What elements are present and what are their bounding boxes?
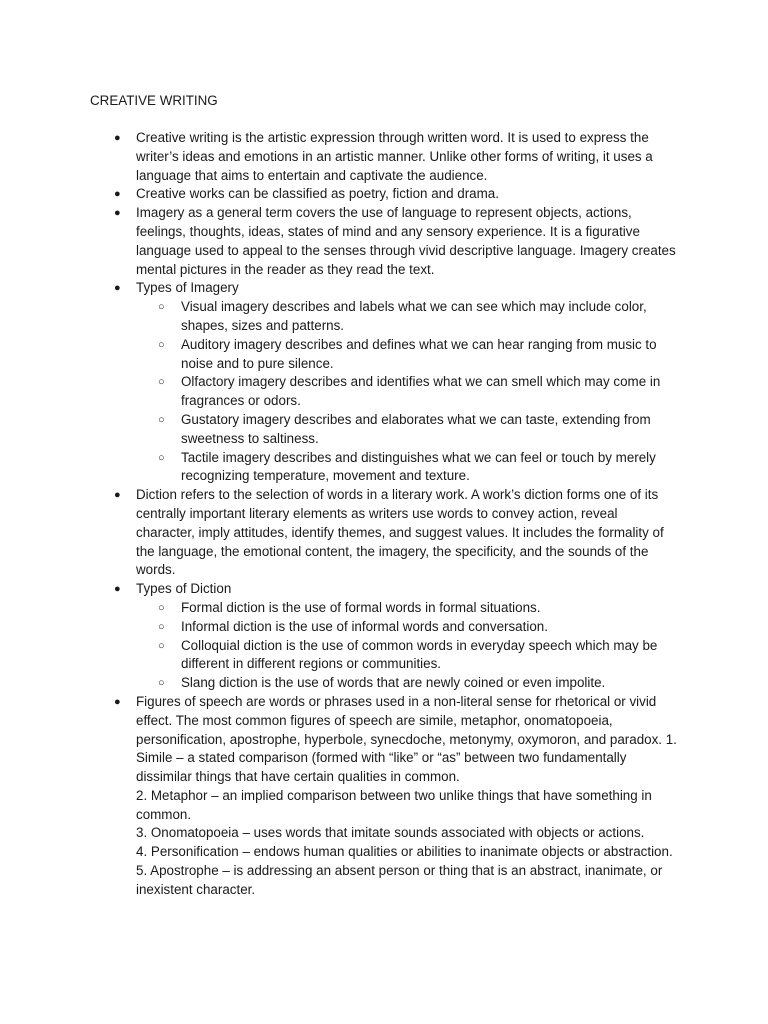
diction-types-list (136, 599, 680, 693)
circle-bullet-icon: ○ (158, 639, 165, 652)
list-item (114, 486, 680, 580)
list-item (114, 580, 680, 693)
sub-item-text: Informal diction is the use of informal words and conversation. (181, 618, 548, 634)
figure-of-speech-paragraph: 3. Onomatopoeia – uses words that imitate sounds associated with objects or actions. (136, 825, 645, 841)
list-item-text: Imagery as a general term covers the use of language to represent objects, actions, feelings, thoughts, ideas, states of mind and any sensory experience. It is a figurative language used to appeal to the senses through vivid descriptive language. Imagery creates mental pictures in the reader as they read the text. (136, 205, 676, 277)
sub-item-text: Formal diction is the use of formal words in formal situations. (181, 599, 541, 615)
circle-bullet-icon: ○ (158, 301, 165, 314)
circle-bullet-icon: ○ (158, 677, 165, 690)
figure-of-speech-paragraph: 4. Personification – endows human qualities or abilities to inanimate objects or abstraction. (136, 844, 673, 860)
bullet-dot-icon: ● (114, 282, 121, 295)
sub-list-item (158, 298, 680, 336)
sub-item-text: Tactile imagery describes and distinguishes what we can feel or touch by merely recognizing temperature, movement and texture. (181, 449, 656, 484)
list-item (114, 204, 680, 279)
sub-list-item (158, 674, 680, 693)
sub-item-text: Auditory imagery describes and defines what we can hear ranging from music to noise and to pure silence. (181, 336, 657, 371)
sub-list-item (158, 637, 680, 675)
sub-item-text: Olfactory imagery describes and identifies what we can smell which may come in fragrances or odors. (181, 374, 661, 409)
bullet-dot-icon: ● (114, 132, 121, 144)
circle-bullet-icon: ○ (158, 451, 165, 464)
sub-list-item (158, 336, 680, 374)
bullet-dot-icon: ● (114, 695, 121, 708)
list-item (114, 279, 680, 486)
bullet-dot-icon: ● (114, 188, 121, 201)
figure-of-speech-paragraph: 2. Metaphor – an implied comparison between two unlike things that have something in common. (136, 787, 652, 822)
figure-of-speech-paragraph: 5. Apostrophe – is addressing an absent person or thing that is an abstract, inanimate, or inexistent character. (136, 863, 663, 897)
list-item-text: Creative works can be classified as poetry, fiction and drama. (136, 186, 499, 202)
circle-bullet-icon: ○ (158, 413, 165, 426)
sub-item-text: Visual imagery describes and labels what we can see which may include color, shapes, sizes and patterns. (181, 299, 647, 333)
imagery-types-list (136, 298, 680, 486)
bullet-dot-icon: ● (114, 489, 121, 502)
list-item-text: Types of Diction (136, 581, 232, 597)
bullet-dot-icon: ● (114, 583, 121, 596)
list-item-text: Diction refers to the selection of words in a literary work. A work’s diction forms one of its centrally important literary elements as writers use words to convey action, reveal character, imply attitudes, identify themes, and suggest values. It includes the formality of the language, the emotional content, the imagery, the specificity, and the sounds of the words. (136, 487, 664, 578)
circle-bullet-icon: ○ (158, 376, 165, 389)
circle-bullet-icon: ○ (158, 601, 165, 614)
list-item (114, 185, 680, 204)
list-item-text: Figures of speech are words or phrases used in a non-literal sense for rhetorical or vivid effect. The most common figures of speech are simile, metaphor, onomatopoeia, personification, apostrophe, hyperbole, synecdoche, metonymy, oxymoron, and paradox. 1. Simile – a stated comparison (formed with “like” or “as” between two fundamentally dissimilar things that have certain qualities in common. (136, 693, 677, 785)
sub-list-item (158, 599, 680, 618)
list-item (114, 129, 680, 185)
list-item (114, 693, 680, 900)
list-item-text: Types of Imagery (136, 280, 239, 296)
sub-list-item (158, 373, 680, 411)
sub-list-item (158, 449, 680, 487)
bullet-dot-icon: ● (114, 207, 121, 220)
circle-bullet-icon: ○ (158, 338, 165, 351)
document-title: CREATIVE WRITING (90, 93, 218, 108)
list-item-text: Creative writing is the artistic expression through written word. It is used to express the writer’s ideas and emotions in an artistic manner. Unlike other forms of writing, it uses a language that aims to entertain and captivate the audience. (136, 130, 653, 183)
sub-item-text: Gustatory imagery describes and elaborates what we can taste, extending from sweetness to saltiness. (181, 411, 651, 446)
bullet-list (114, 129, 680, 900)
sub-item-text: Slang diction is the use of words that are newly coined or even impolite. (181, 675, 606, 691)
sub-list-item (158, 618, 680, 637)
sub-list-item (158, 411, 680, 449)
circle-bullet-icon: ○ (158, 620, 165, 633)
sub-item-text: Colloquial diction is the use of common words in everyday speech which may be different in different regions or communities. (181, 637, 658, 672)
